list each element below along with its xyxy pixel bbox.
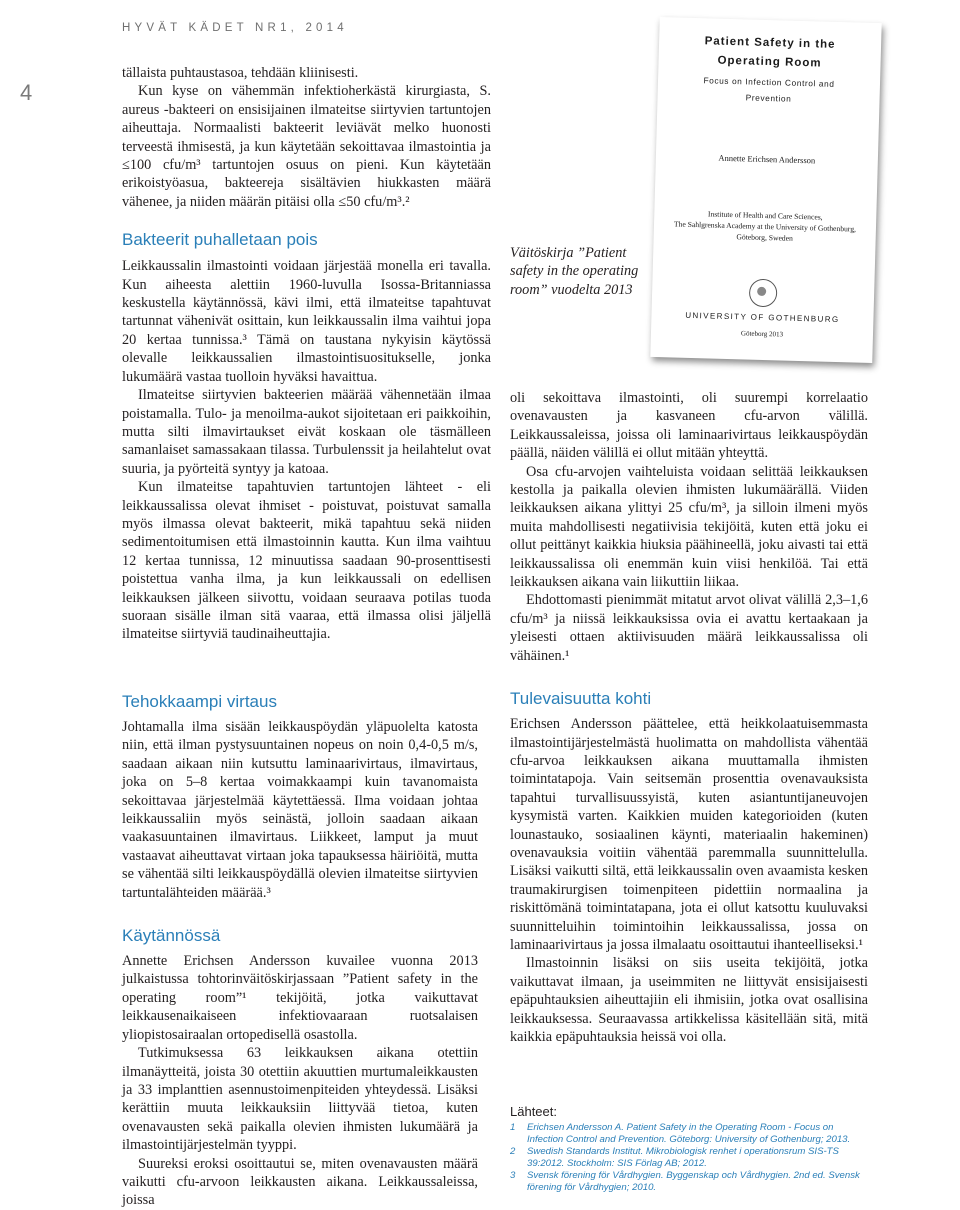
cover-institute xyxy=(654,207,877,246)
cover-institute-line: Göteborg, Sweden xyxy=(736,232,793,243)
paragraph: Osa cfu-arvojen vaihteluista voidaan selittää leikkauksen kestolla ja paikalla olevien ihmisten lukumäärällä. Viiden leikkauksen aikana ylittyi 25 cfu/m³, ja silloin ilmeni myös muita mahdollisesti negatiivisia tekijöitä, kuten että joku ei ollut peittänyt kaikkia hiuksia päähineellä, joku aivasti tai että leikkaussalissa oli enemmän kuin viisi henkilöä. Tai että leikkauksen aikana vain liikuttiin liikaa. xyxy=(510,463,868,591)
paragraph: Tutkimuksessa 63 leikkauksen aikana otettiin ilmanäytteitä, joista 30 otettiin akuuttien murtumaleikkausten ja 33 implanttien asennustoimenpiteiden yhteydessä. Lisäksi kerättiin muuta leikkauksiin liittyvää tietoa, kuten ovenavausten sekä paikalla olevien ihmisten lukumäärä ja ilmastointijärjestelmän tyyppi. xyxy=(122,1045,478,1154)
section-heading: Käytännössä xyxy=(122,926,221,946)
cover-place-year: Göteborg 2013 xyxy=(740,329,784,339)
left-column-bottom xyxy=(122,692,478,1210)
reference-item xyxy=(510,1170,870,1194)
paragraph: Erichsen Andersson päättelee, että heikkolaatuisemmasta ilmastointijärjestelmästä huolimatta on mahdollista vähentää cfu-arvoa leikkauksen aikana muuttamalla ihmisten toimintatapoja. Vain seitsemän prosenttia ovenavauksista tapahtui turvallisuussyistä, kuten asiantuntijaneuvojen kysymistä varten. Kaikkien muiden kategorioiden (kuten lounastauko, sosiaalinen käynti, materiaalin hakeminen) ovenavauksia voitiin vähentää paremmalla suunnittelulla. Lisäksi vaikutti siltä, että leikkaussalin oven avaamista kesken traumakirurgisen toimenpiteen pidettiin normaalina ja riskittömänä toimintatapana, jota ei ollut katsottu kuuluvaksi suunnitteluihin toimintoihin leikkaussalissa, jossa on laminaarivirtaus ja jossa ilmalaatu osoittautui ihanteelliseksi.¹ xyxy=(510,716,868,953)
reference-text: Erichsen Andersson A. Patient Safety in the Operating Room - Focus on Infection Control and Prevention. Göteborg: University of Gothenburg; 2013. xyxy=(527,1122,851,1145)
reference-number: 1 xyxy=(510,1122,516,1133)
section-heading: Bakteerit puhalletaan pois xyxy=(122,230,318,250)
cover-title xyxy=(658,31,881,75)
cover-title-line: Operating Room xyxy=(717,54,822,70)
paragraph: Kun ilmateitse tapahtuvien tartuntojen lähteet - eli leikkaussalissa olevat ihmiset - poistuvat, poistuvat samalla myös ilmassa olevat bakteerit, mikä tapahtuu sekä niiden sedimentoitumisen että ilmastoinnin kautta. Kun ilma vaihtuu 12 kertaa tunnissa, 12 minuutissa saadaan 90-prosenttisesti poistettua vanha ilma, ja kun leikkaussali on edellisen leikkauksen jälkeen siivottu, voidaan seuraava potilas tuoda suoraan sisälle ilman sitä vaaraa, että ilmassa olisi jäljellä ilmateitse siirtyviä taudinaiheuttajia. xyxy=(122,479,491,643)
section-heading: Tehokkaampi virtaus xyxy=(122,692,277,711)
paragraph: oli sekoittava ilmastointi, oli suurempi korrelaatio ovenavausten ja kasvaneen cfu-arvon välillä. Leikkaussaleissa, joissa oli laminaarivirtaus leikkauspöydän päällä, näiden välillä ei ollut mitään yhteyttä. xyxy=(510,390,868,462)
reference-number: 3 xyxy=(510,1170,516,1181)
university-seal-icon xyxy=(749,279,778,308)
image-caption: Väitöskirja ”Patient safety in the operating room” vuodelta 2013 xyxy=(510,245,639,298)
left-column-top xyxy=(122,64,491,644)
dissertation-cover xyxy=(650,17,881,363)
reference-number: 2 xyxy=(510,1146,516,1157)
right-column xyxy=(510,389,868,1046)
paragraph: Suureksi eroksi osoittautui se, miten ovenavausten määrä vaikutti cfu-arvoon leikkausten aikana. Leikkaussaleissa, joissa xyxy=(122,1155,478,1209)
paragraph: Johtamalla ilma sisään leikkauspöydän yläpuolelta katosta niin, että ilman pystysuuntainen nopeus on noin 0,4-0,5 m/s, saadaan aikaan niin kutsuttu laminaarivirtaus, ilmavirtaus, joka on 5–8 kertaa voimakkaampi kuin tavanomaista sekoittavaa järjestelmää käytettäessä. Ilma voidaan johtaa leikkaussaliin myös seinästä, jolloin saadaan aikaan vaakasuuntainen ilmavirtaus. Liikkeet, lamput ja muut vastaavat aiheuttavat virtaan joka tapauksessa häiriöitä, mutta se vähentää silti leikkauspöydällä olevien ilmateitse siirtyvien tartuntalähteiden määrää.³ xyxy=(122,719,478,901)
cover-institute-line: The Sahlgrenska Academy at the University of Gothenburg, xyxy=(673,219,857,234)
reference-item xyxy=(510,1122,870,1146)
cover-subtitle-line: Focus on Infection Control and xyxy=(703,75,835,89)
paragraph: Leikkaussalin ilmastointi voidaan järjestää monella eri tavalla. Kun aiheesta alettiin 1960-luvulla Isossa-Britanniassa keskustella käytännössä, kävi ilmi, että ilmateitse tapahtuvat tartunnat vähenivät osittain, kun leikkaussalin ilma vaihtui jopa 20 kertaa tunnissa.³ Tämä on taustana nykyisin käytössä olevalle leikkaussalien ilmastointisuositukselle, jonka lukumäärä vastaa tuolloin hyväksi havaittua. xyxy=(122,258,491,385)
references-list xyxy=(510,1122,870,1194)
cover-author: Annette Erichsen Andersson xyxy=(718,152,816,166)
paragraph: tällaista puhtaustasoa, tehdään kliinisesti. xyxy=(122,65,359,81)
cover-title-line: Patient Safety in the xyxy=(704,35,836,51)
cover-subtitle xyxy=(657,71,880,109)
paragraph: Ehdottomasti pienimmät mitatut arvot olivat välillä 2,3–1,6 cfu/m³ ja niissä leikkauksissa ovia ei avattu kertaakaan ja yleisesti ottaen aktiivisuuden määrä leikkaussalissa oli vähäinen.¹ xyxy=(510,592,868,664)
reference-item xyxy=(510,1146,870,1170)
section-heading: Tulevaisuutta kohti xyxy=(510,689,652,709)
paragraph: Ilmastoinnin lisäksi on siis useita tekijöitä, jotka vaikuttavat ilmaan, ja useimmiten ne liittyvät ensisijaisesti epäpuhtauksien aiheuttajiin eli ihmisiin, jotka ovat osallisina leikkauksessa. Seuraavassa artikkelissa käsitellään sitä, mitä kaikkia epäpuhtauksia heissä voi olla. xyxy=(510,955,868,1045)
reference-text: Svensk förening för Vårdhygien. Byggenskap och Vårdhygien. 2nd ed. Svensk förening för Vårdhygien; 2010. xyxy=(527,1170,860,1193)
cover-institute-line: Institute of Health and Care Sciences, xyxy=(707,209,823,222)
paragraph: Annette Erichsen Andersson kuvailee vuonna 2013 julkaistussa tohtorinväitöskirjassaan ”Patient safety in the operating room”¹ tekijöitä, jotka vaikuttavat leikkausenaikaiseen infektiovaaraan ruotsalaisen yliopistosairaalan ortopedisellä osastolla. xyxy=(122,953,478,1043)
running-head: HYVÄT KÄDET NR1, 2014 xyxy=(122,22,348,34)
paragraph: Kun kyse on vähemmän infektioherkästä kirurgiasta, S. aureus -bakteeri on ensisijainen ilmateitse siirtyvien tartuntojen aiheuttaja. Normaalisti bakteerit leviävät melko huonosti terveestä ihmisestä, ja kun käytetään sekoittavaa ilmastointia ja ≤100 cfu/m³ tartuntojen osuus on pieni. Kun käytetään erikoistyöasua, bakteereja sisältävien hiukkasten määrä vähenee, ja niiden määrän pitäisi olla ≤50 cfu/m³.² xyxy=(122,83,491,210)
cover-university: UNIVERSITY OF GOTHENBURG xyxy=(685,310,840,325)
reference-text: Swedish Standards Institut. Mikrobiologisk renhet i operationsrum SIS-TS 39:2012. Stockholm: SIS Förlag AB; 2012. xyxy=(527,1146,839,1169)
paragraph: Ilmateitse siirtyvien bakteerien määrää vähennetään ilmaa poistamalla. Tulo- ja menoilma-aukot sijoitetaan eri paikkoihin, mutta silti ilmavirtaukset eivät koskaan ole täsmälleen samanlaiset samassakaan tilassa. Turbulenssit ja heilahtelut ovat suuria, ja pyörteitä syntyy ja katoaa. xyxy=(122,387,491,477)
references-heading: Lähteet: xyxy=(510,1104,557,1119)
page-number: 4 xyxy=(20,80,33,105)
cover-subtitle-line: Prevention xyxy=(745,92,792,104)
